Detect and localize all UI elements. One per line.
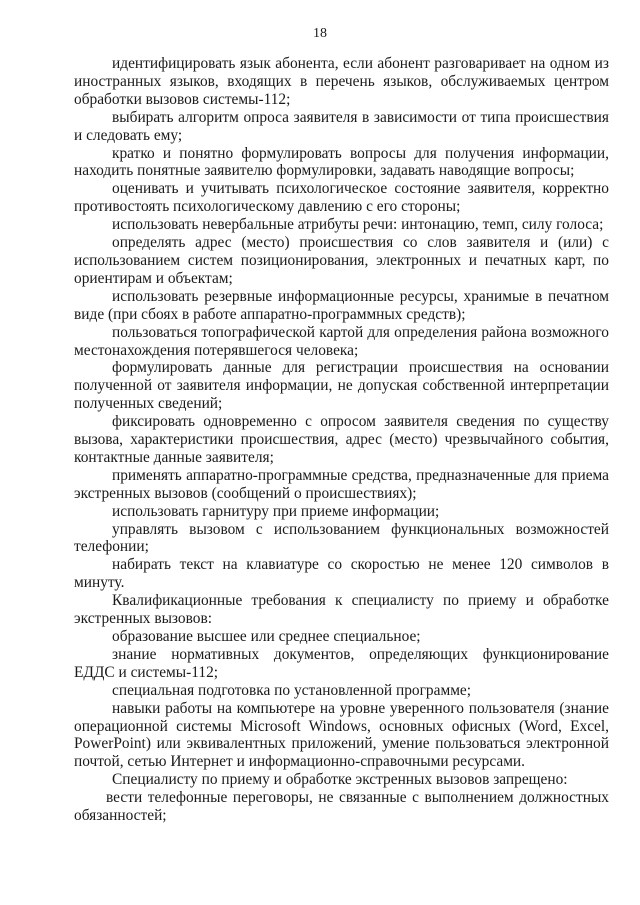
paragraph: выбирать алгоритм опроса заявителя в зависимости от типа происшествия и следовать ему; bbox=[74, 108, 609, 144]
paragraph: оценивать и учитывать психологическое состояние заявителя, корректно противостоять психологическому давлению с его стороны; bbox=[74, 180, 609, 216]
paragraph: применять аппаратно-программные средства, предназначенные для приема экстренных вызовов (сообщений о происшествиях); bbox=[74, 466, 609, 502]
paragraph: идентифицировать язык абонента, если абонент разговаривает на одном из иностранных языков, входящих в перечень языков, обслуживаемых центром обработки вызовов системы-112; bbox=[74, 55, 609, 108]
paragraph: определять адрес (место) происшествия со слов заявителя и (или) с использованием систем позиционирования, электронных и печатных карт, по ориентирам и объектам; bbox=[74, 234, 609, 287]
paragraph: управлять вызовом с использованием функциональных возможностей телефонии; bbox=[74, 520, 609, 556]
paragraph: формулировать данные для регистрации происшествия на основании полученной от заявителя информации, не допуская собственной интерпретации полученных сведений; bbox=[74, 359, 609, 413]
paragraph: Специалисту по приему и обработке экстренных вызовов запрещено: bbox=[112, 771, 568, 789]
paragraph: навыки работы на компьютере на уровне уверенного пользователя (знание операционной системы Microsoft Windows, основных офисных (Word, Excel, PowerPoint) или эквивалентных приложений, умение пользоваться электронной почтой, сетью Интернет и информационно-справочными ресурсами. bbox=[74, 699, 609, 771]
paragraph: знание нормативных документов, определяющих функционирование ЕДДС и системы-112; bbox=[74, 645, 609, 681]
paragraph: использовать резервные информационные ресурсы, хранимые в печатном виде (при сбоях в работе аппаратно-программных средств); bbox=[74, 287, 609, 323]
paragraph: специальная подготовка по установленной программе; bbox=[112, 681, 472, 699]
paragraph: использовать невербальные атрибуты речи: интонацию, темп, силу голоса; bbox=[112, 216, 604, 234]
paragraph: кратко и понятно формулировать вопросы для получения информации, находить понятные заявителю формулировки, задавать наводящие вопросы; bbox=[74, 144, 609, 180]
paragraph: Квалификационные требования к специалисту по приему и обработке экстренных вызовов: bbox=[74, 592, 609, 628]
document-body bbox=[74, 55, 609, 825]
paragraph: пользоваться топографической картой для определения района возможного местонахождения потерявшегося человека; bbox=[74, 323, 609, 359]
paragraph: набирать текст на клавиатуре со скоростью не менее 120 символов в минуту. bbox=[74, 556, 609, 592]
paragraph: использовать гарнитуру при приеме информации; bbox=[112, 502, 440, 520]
paragraph: фиксировать одновременно с опросом заявителя сведения по существу вызова, характеристики происшествия, адрес (место) чрезвычайного события, контактные данные заявителя; bbox=[74, 413, 609, 466]
page-number: 18 bbox=[313, 26, 327, 41]
paragraph: образование высшее или среднее специальное; bbox=[112, 628, 421, 645]
paragraph: вести телефонные переговоры, не связанные с выполнением должностных обязанностей; bbox=[74, 789, 609, 825]
